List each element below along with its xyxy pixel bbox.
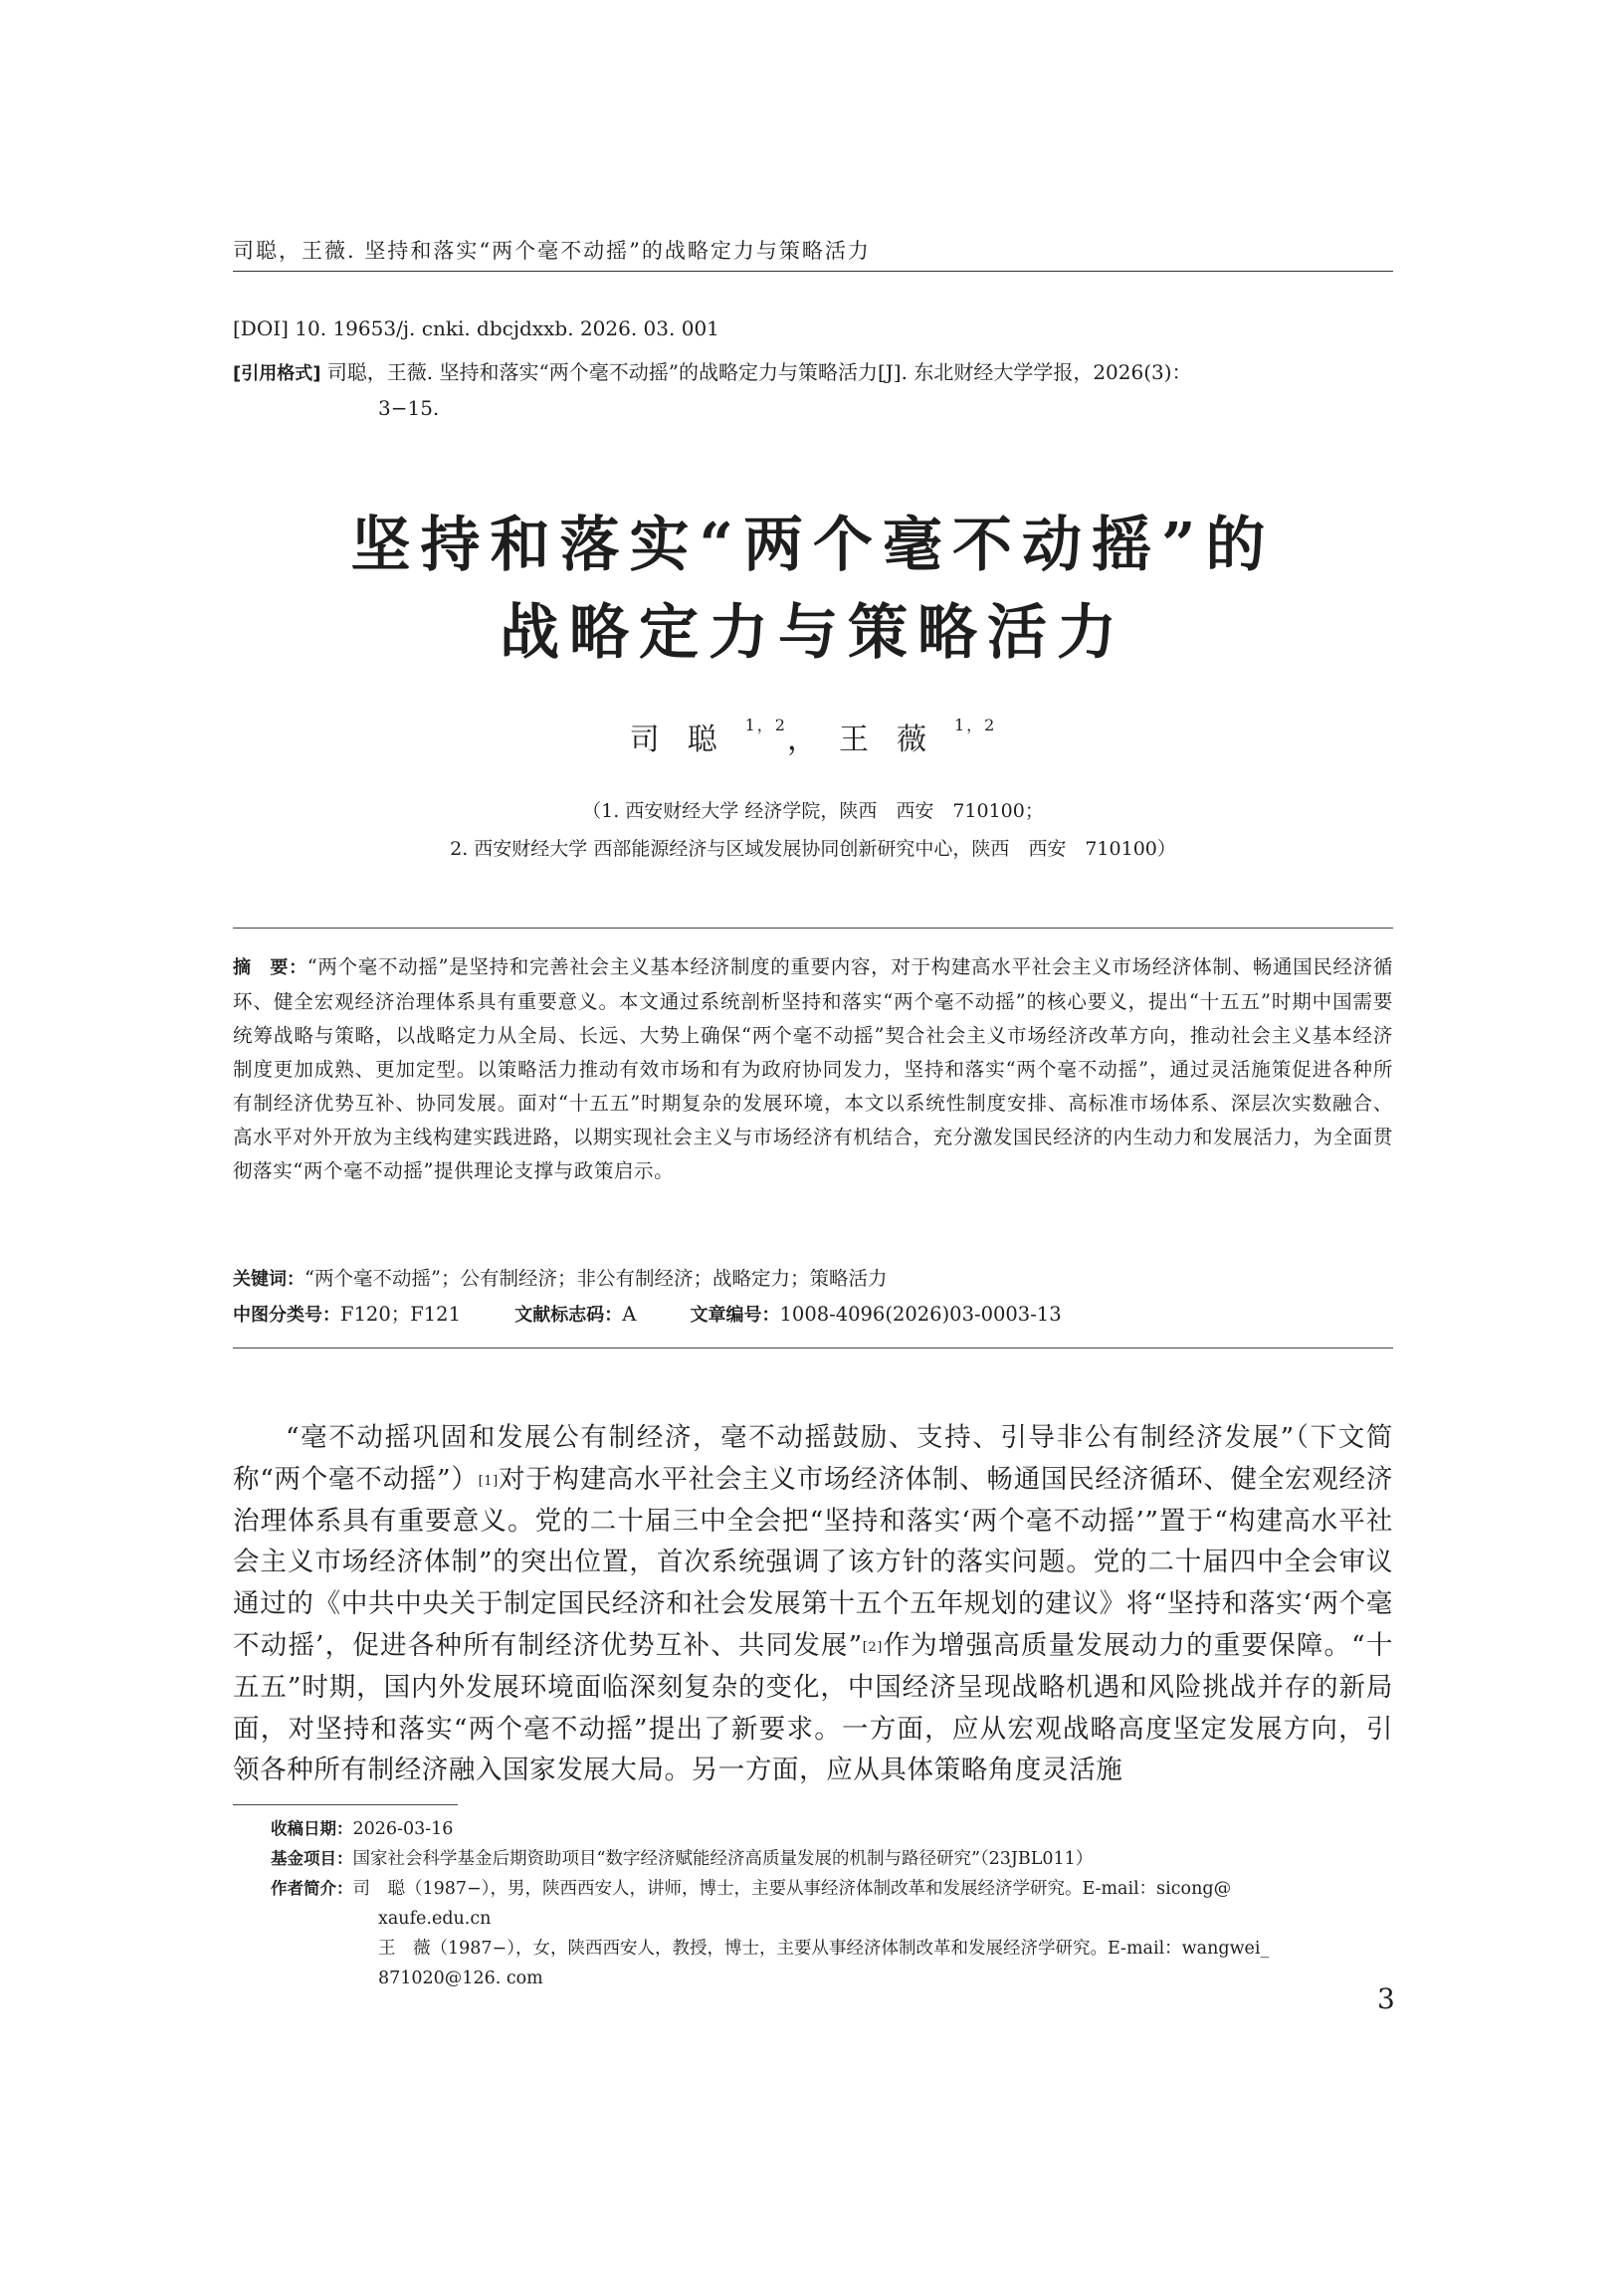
article-title-line-2: 战略定力与策略活力 [500,598,1126,668]
received-date-label: 收稿日期： [271,1819,353,1838]
abstract-label: 摘 要： [233,957,307,978]
citation-pages: 3−15. [378,396,440,420]
abstract-text: “两个毫不动摇”是坚持和完善社会主义基本经济制度的重要内容，对于构建高水平社会主义市场经济体制、畅通国民经济循环、健全宏观经济治理体系具有重要意义。本文通过系统剖析坚持和落实“两个毫不动摇”的核心要义，提出“十五五”时期中国需要统筹战略与策略，以战略定力从全局、长远、大势上确保“两个毫不动摇”契合社会主义市场经济改革方向，推动社会主义基本经济制度更加成熟、更加定型。以策略活力推动有效市场和有为政府协同发力，坚持和落实“两个毫不动摇”，通过灵活施策促进各种所有制经济优势互补、协同发展。面对“十五五”时期复杂的发展环境，本文以系统性制度安排、高标准市场体系、深层次实数融合、高水平对外开放为主线构建实践进路，以期实现社会主义与市场经济有机结合，充分激发国民经济的内生动力和发展活力，为全面贯彻落实“两个毫不动摇”提供理论支撑与政策启示。 [233,955,1393,1182]
article-title-line-1: 坚持和落实“两个毫不动摇”的 [350,511,1276,580]
fund-line [271,1844,1093,1874]
fund-label: 基金项目： [271,1849,353,1868]
author-bio-label: 作者简介： [271,1879,353,1898]
author-bio-1-continuation: xaufe.edu.cn [378,1909,492,1929]
reference-marker-2: [2] [862,1639,883,1655]
body-text-part-1: “毫不动摇巩固和发展公有制经济，毫不动摇鼓励、支持、引导非公有制经济发展”（下文简称“两个毫不动摇”） [233,1422,1393,1495]
author-separator: ， [787,723,817,757]
author-name-1: 司聪 [629,723,745,757]
citation-line [233,356,1192,385]
document-code-value: A [622,1303,637,1326]
author-bio-2-continuation: 871020@126. com [378,1968,543,1988]
abstract-bottom-rule [233,1347,1393,1348]
keywords-line [233,1263,887,1291]
received-date-value: 2026-03-16 [352,1819,454,1839]
author-bio-line-1 [271,1874,1231,1904]
body-text-part-3: 作为增强高质量发展动力的重要保障。“十五五”时期，国内外发展环境面临深刻复杂的变化，中国经济呈现战略机遇和风险挑战并存的新局面，对坚持和落实“两个毫不动摇”提出了新要求。一方面，应从宏观战略高度坚定发展方向，引领各种所有制经济融入国家发展大局。另一方面，应从具体策略角度灵活施 [233,1629,1393,1786]
clc-label: 中图分类号： [233,1305,340,1326]
doi-value: 10. 19653/j. cnki. dbcjdxxb. 2026. 03. 001 [295,316,719,340]
reference-marker-1: [1] [478,1473,499,1489]
citation-label: [引用格式] [233,363,321,384]
body-paragraph [233,1417,1393,1791]
article-number-value: 1008-4096(2026)03-0003-13 [779,1303,1062,1326]
affiliation-line-2: 2. 西安财经大学 西部能源经济与区域发展协同创新研究中心，陕西 西安 710100） [450,838,1176,860]
citation-value: 司聪，王薇. 坚持和落实“两个毫不动摇”的战略定力与策略活力[J]. 东北财经大学学报，2026(3)： [326,360,1192,384]
author-name-2: 王薇 [839,723,954,757]
author-bio-2-line: 王 薇（1987−），女，陕西西安人，教授，博士，主要从事经济体制改革和发展经济学研究。E-mail：wangwei_ [378,1939,1270,1959]
author-affiliation-marker-2: 1，2 [954,716,997,734]
keywords-text: “两个毫不动摇”；公有制经济；非公有制经济；战略定力；策略活力 [304,1267,888,1290]
clc-value: F120；F121 [340,1303,461,1326]
fund-value: 国家社会科学基金后期资助项目“数字经济赋能经济高质量发展的机制与路径研究”（23JBL011） [352,1849,1094,1869]
header-rule [233,271,1393,272]
document-code-label: 文献标志码： [514,1305,623,1326]
author-affiliation-marker-1: 1，2 [744,716,787,734]
body-text-part-2: 对于构建高水平社会主义市场经济体制、畅通国民经济循环、健全宏观经济治理体系具有重要意义。党的二十届三中全会把“坚持和落实‘两个毫不动摇’”置于“构建高水平社会主义市场经济体制”的突出位置，首次系统强调了该方针的落实问题。党的二十届四中全会审议通过的《中共中央关于制定国民经济和社会发展第十五个五年规划的建议》将“坚持和落实‘两个毫不动摇’，促进各种所有制经济优势互补、共同发展” [233,1463,1393,1661]
running-head: 司聪，王薇. 坚持和落实“两个毫不动摇”的战略定力与策略活力 [233,239,871,263]
affiliation-line-1: （1. 西安财经大学 经济学院，陕西 西安 710100； [582,800,1044,822]
received-date-line [271,1814,453,1844]
doi-line [233,316,719,340]
page-number: 3 [1377,1982,1395,2015]
footnote-rule [233,1804,458,1805]
author-list [233,715,1393,758]
author-bio-1-text: 司 聪（1987−），男，陕西西安人，讲师，博士，主要从事经济体制改革和发展经济学研究。E-mail：sicong@ [352,1879,1232,1899]
keywords-label: 关键词： [233,1269,304,1290]
abstract-top-rule [233,928,1393,929]
abstract-block [233,950,1393,1188]
article-number-label: 文章编号： [690,1305,780,1326]
doi-label: [DOI] [233,316,289,340]
classification-line [233,1299,1062,1327]
